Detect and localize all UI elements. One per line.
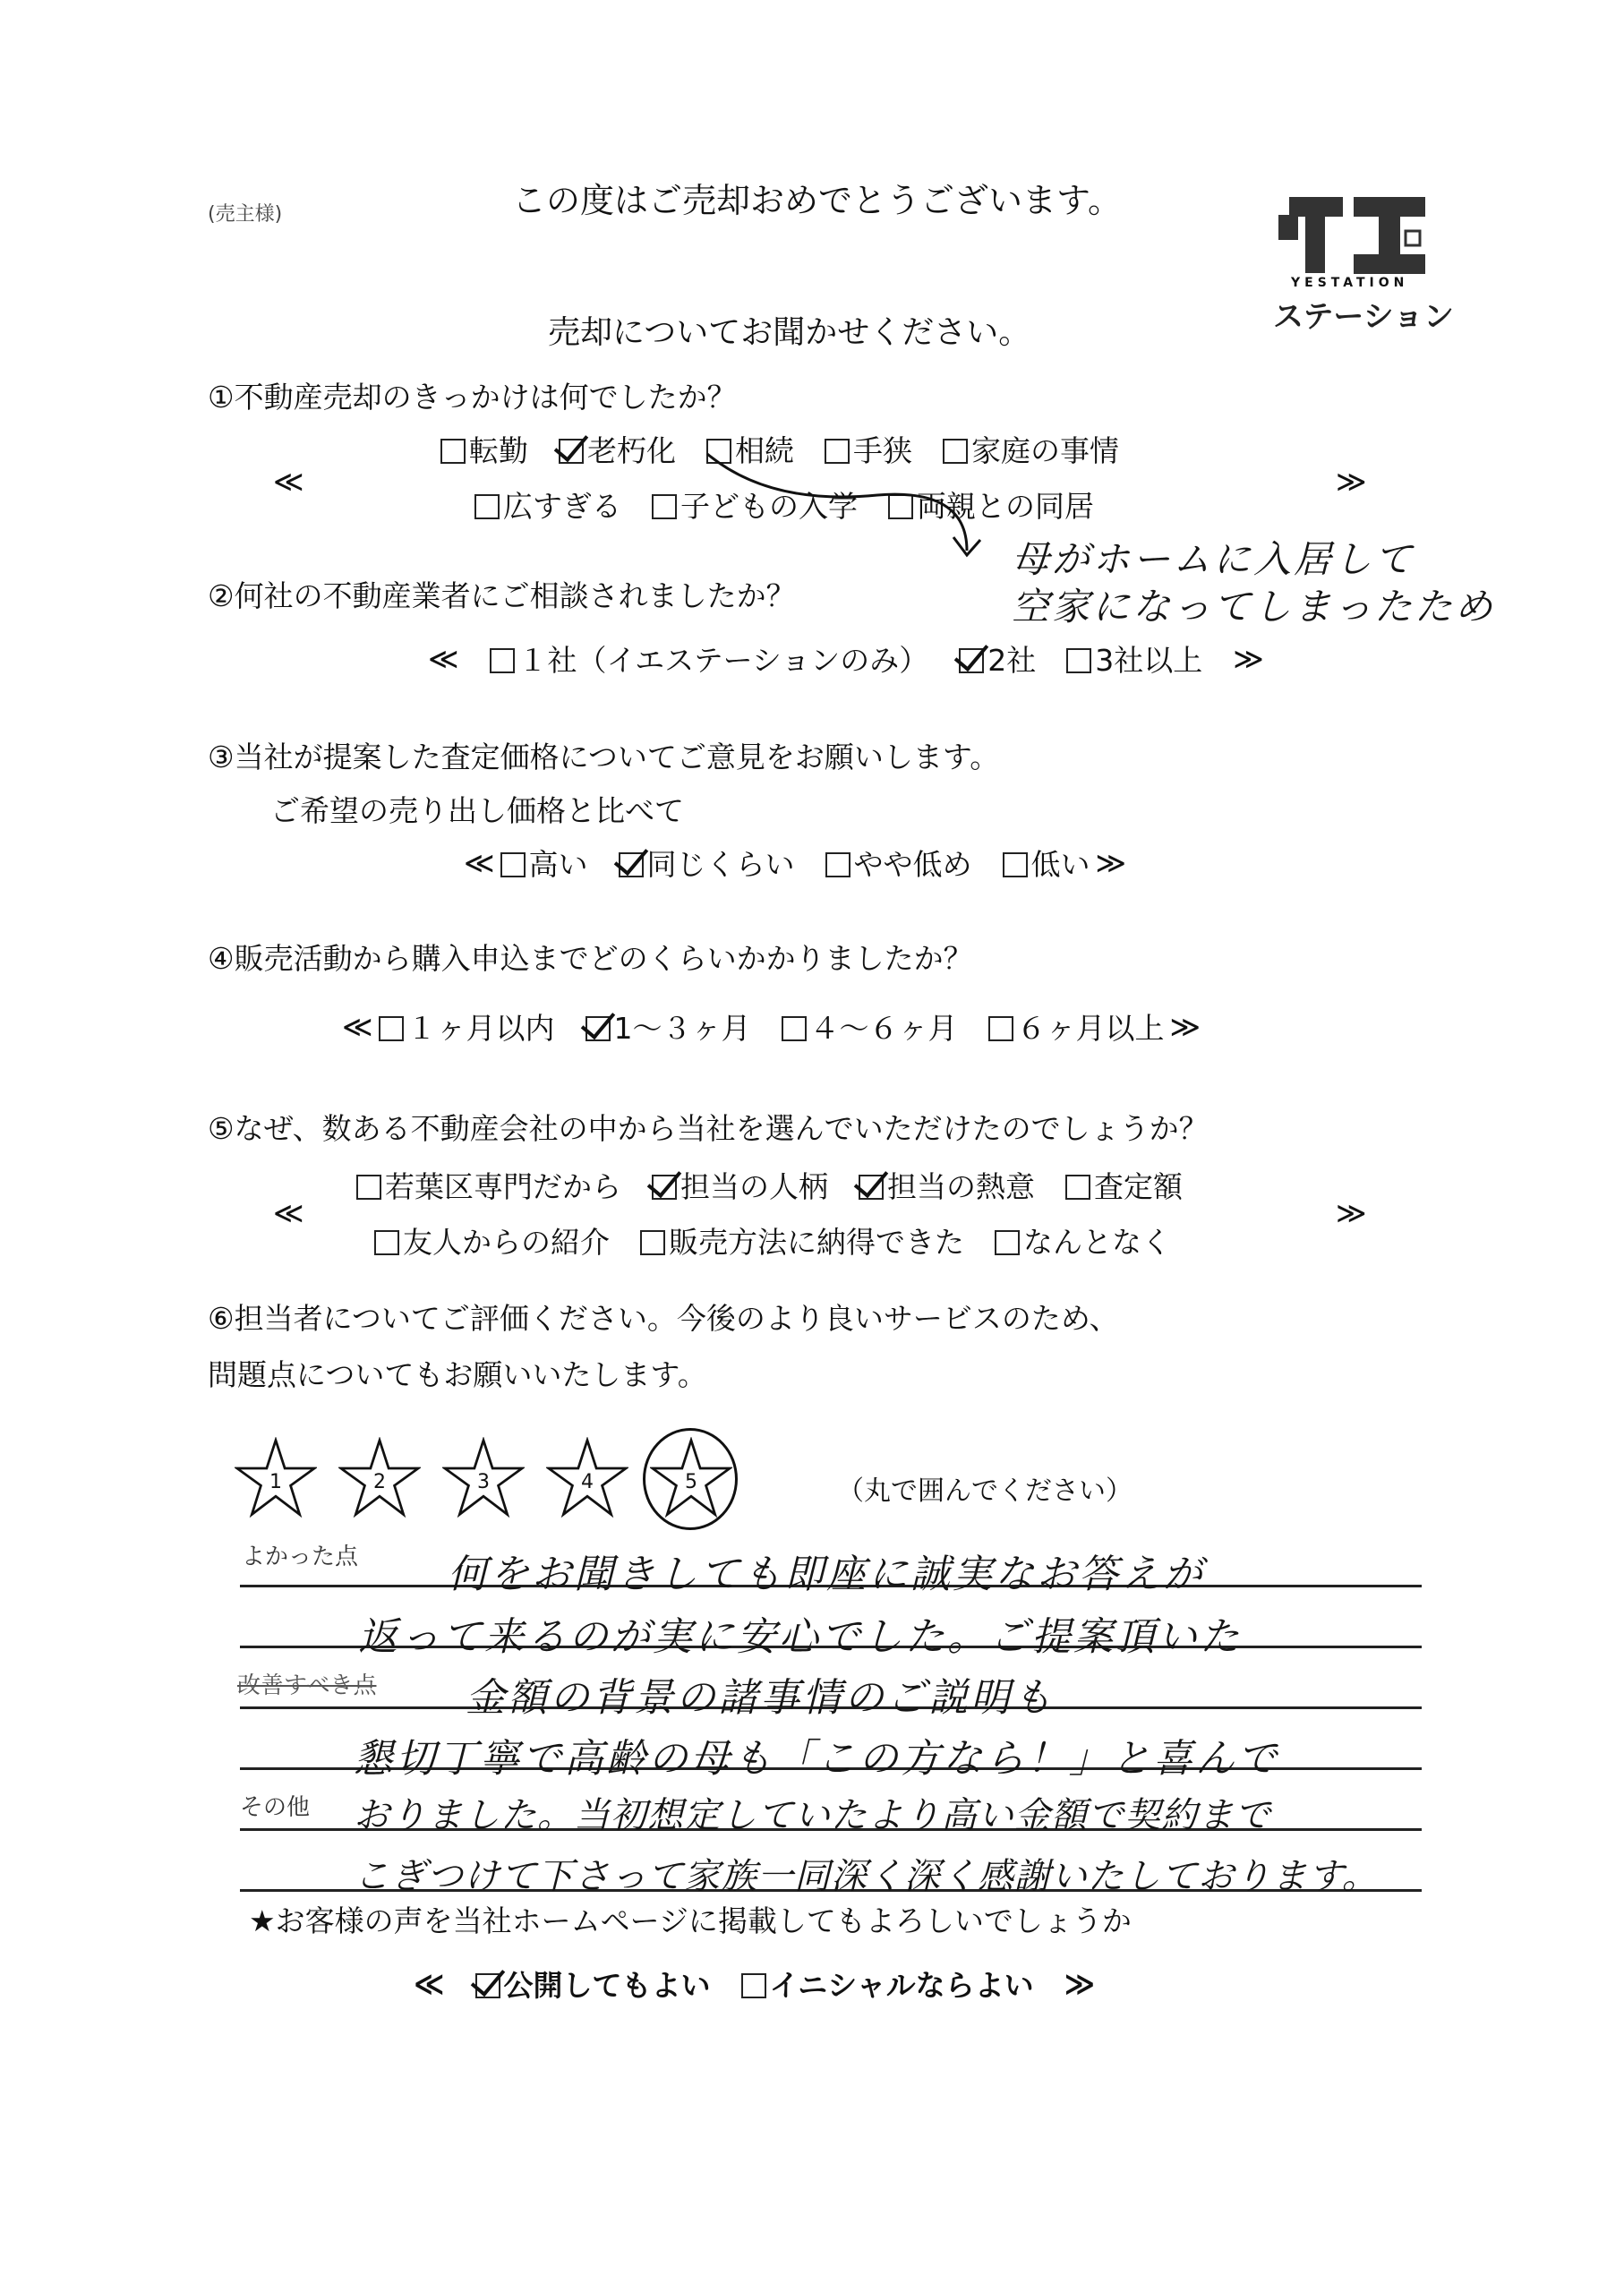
checkbox[interactable] <box>440 439 466 464</box>
checkbox[interactable] <box>500 852 526 877</box>
publish-right-bracket: ≫ <box>1064 1966 1096 2001</box>
label-other: その他 <box>240 1794 311 1821</box>
q1-right-bracket: ≫ <box>1336 464 1367 499</box>
checkbox[interactable] <box>825 852 850 877</box>
checkbox[interactable] <box>1066 648 1091 673</box>
star-number: 2 <box>373 1471 386 1493</box>
q1-question: ①不動産売却のきっかけは何でしたか？ <box>208 380 737 415</box>
handwritten-arrow <box>698 443 1003 569</box>
publish-option-initial[interactable]: イニシャルならよい <box>741 1963 1034 2005</box>
q1-option-nyugaku[interactable]: 子どもの入学 <box>652 483 858 526</box>
checkbox[interactable] <box>474 494 500 519</box>
section-subtitle: 売却についてお聞かせください。 <box>548 314 1031 351</box>
q5-option-hanbai[interactable]: 販売方法に納得できた <box>640 1219 964 1261</box>
star-number: 1 <box>269 1471 282 1493</box>
q4-left-bracket: ≪ <box>342 1009 373 1044</box>
q3-right-bracket: ≫ <box>1095 845 1127 880</box>
publish-options <box>414 1963 1125 2005</box>
checkbox-checked[interactable] <box>959 648 984 673</box>
logo-brand-small: YESTATION <box>1291 276 1409 290</box>
q1-left-bracket: ≪ <box>273 464 304 499</box>
q5-option-shokai[interactable]: 友人からの紹介 <box>374 1219 610 1261</box>
page-title: この度はご売却おめでとうございます。 <box>512 181 1122 220</box>
checkbox-checked[interactable] <box>859 1175 884 1200</box>
publish-left-bracket: ≪ <box>414 1966 445 2001</box>
q6-question-line1: ⑥担当者についてご評価ください。今後のより良いサービスのため、 <box>208 1301 1119 1336</box>
yestation-logo <box>1271 188 1454 367</box>
q1-option-hirosugiru[interactable]: 広すぎる <box>474 483 621 526</box>
label-good-points: よかった点 <box>242 1544 359 1570</box>
checkbox[interactable] <box>490 648 515 673</box>
rating-stars <box>235 1437 732 1519</box>
rating-star-4[interactable] <box>546 1437 628 1519</box>
q4-right-bracket: ≫ <box>1169 1009 1201 1044</box>
checkbox[interactable] <box>640 1230 665 1255</box>
q4-options <box>342 1005 1231 1048</box>
q2-option-3sha[interactable]: 3社以上 <box>1066 637 1202 680</box>
q5-left-bracket: ≪ <box>273 1195 304 1230</box>
q2-right-bracket: ≫ <box>1233 641 1264 676</box>
comment-line-1: 何をお聞きしても即座に誠実なお答えが <box>448 1552 1205 1597</box>
q1-option-sozoku[interactable]: 相続 <box>706 428 794 470</box>
q4-option-1month[interactable]: １ヶ月以内 <box>379 1005 555 1048</box>
rating-star-1[interactable] <box>235 1437 317 1519</box>
q2-left-bracket: ≪ <box>428 641 459 676</box>
q5-option-satei[interactable]: 査定額 <box>1065 1164 1183 1206</box>
q1-handwritten-line2: 空家になってしまったため <box>1012 585 1496 629</box>
checkbox[interactable] <box>782 1016 807 1041</box>
q3-sub: ご希望の売り出し価格と比べて <box>270 793 684 828</box>
checkbox[interactable] <box>374 1230 399 1255</box>
publish-question: ★お客様の声を当社ホームページに掲載してもよろしいでしょうか <box>249 1903 1132 1938</box>
checkbox[interactable] <box>652 494 677 519</box>
comment-line-3: 金額の背景の諸事情のご説明も <box>466 1675 1055 1721</box>
q5-option-hitogara[interactable]: 担当の人柄 <box>652 1164 828 1206</box>
checkbox[interactable] <box>1065 1175 1090 1200</box>
checkbox[interactable] <box>988 1016 1013 1041</box>
checkbox-checked[interactable] <box>559 439 584 464</box>
logo-brand-kana: ステーション <box>1273 299 1454 335</box>
q5-option-wakaba[interactable]: 若葉区専門だから <box>356 1164 621 1206</box>
rating-note: （丸で囲んでください） <box>837 1475 1133 1507</box>
comment-line-2: 返って来るのが実に安心でした。ご提案頂いた <box>358 1614 1242 1660</box>
star-number: 3 <box>477 1471 490 1493</box>
q1-option-tesema[interactable]: 手狭 <box>825 428 912 470</box>
checkbox-checked[interactable] <box>475 1973 500 1998</box>
checkbox[interactable] <box>1003 852 1028 877</box>
q2-options <box>428 637 1295 680</box>
q3-question: ③当社が提案した査定価格についてご意見をお願いします。 <box>208 740 1000 774</box>
q3-option-yayahikume[interactable]: やや低め <box>825 842 972 884</box>
comment-line-4: 懇切丁寧で高齢の母も「この方なら！」と喜んで <box>354 1736 1279 1782</box>
q3-option-hikui[interactable]: 低い <box>1003 842 1090 884</box>
comment-line-6: こぎつけて下さって家族一同深く深く感謝いたしております。 <box>354 1856 1379 1897</box>
q4-option-1to3[interactable]: 1～３ヶ月 <box>585 1005 751 1048</box>
checkbox[interactable] <box>995 1230 1020 1255</box>
checkbox[interactable] <box>379 1016 404 1041</box>
q2-option-2sha[interactable]: 2社 <box>959 637 1036 680</box>
q5-options-row1 <box>356 1164 1213 1206</box>
comment-line-5: おりました。当初想定していたより高い金額で契約まで <box>354 1795 1271 1836</box>
q4-option-6plus[interactable]: ６ヶ月以上 <box>988 1005 1165 1048</box>
q5-right-bracket: ≫ <box>1336 1195 1367 1230</box>
star-number: 5 <box>685 1471 697 1493</box>
q2-option-1sha[interactable]: １社（イエステーションのみ） <box>490 637 929 680</box>
q1-handwritten-line1: 母がホームに入居して <box>1012 537 1415 581</box>
q4-question: ④販売活動から購入申込までどのくらいかかりましたか？ <box>208 941 973 976</box>
checkbox-checked[interactable] <box>585 1016 611 1041</box>
rating-star-3[interactable] <box>442 1437 525 1519</box>
q1-option-katei[interactable]: 家庭の事情 <box>943 428 1119 470</box>
star-number: 4 <box>581 1471 594 1493</box>
q3-left-bracket: ≪ <box>464 845 495 880</box>
q6-question-line2: 問題点についてもお願いいたします。 <box>208 1357 707 1392</box>
publish-option-public[interactable]: 公開してもよい <box>475 1963 711 2005</box>
q3-option-onaji[interactable]: 同じくらい <box>619 842 795 884</box>
seller-label: (売主様) <box>208 203 283 226</box>
q1-option-dokyo[interactable]: 両親との同居 <box>888 483 1094 526</box>
q3-option-takai[interactable]: 高い <box>500 842 588 884</box>
q5-options-row2 <box>374 1219 1201 1261</box>
q2-question: ②何社の不動産業者にご相談されましたか？ <box>208 578 796 613</box>
q1-option-rokyuka[interactable]: 老朽化 <box>559 428 676 470</box>
q4-option-4to6[interactable]: ４～６ヶ月 <box>782 1005 958 1048</box>
q5-option-nantonaku[interactable]: なんとなく <box>995 1219 1171 1261</box>
q5-option-netsui[interactable]: 担当の熱意 <box>859 1164 1035 1206</box>
checkbox-checked[interactable] <box>652 1175 677 1200</box>
q1-option-tenkin[interactable]: 転勤 <box>440 428 528 470</box>
q5-question: ⑤なぜ、数ある不動産会社の中から当社を選んでいただけたのでしょうか？ <box>208 1111 1209 1146</box>
q3-options <box>464 842 1157 884</box>
checkbox[interactable] <box>741 1973 766 1998</box>
checkbox[interactable] <box>356 1175 381 1200</box>
checkbox-checked[interactable] <box>619 852 644 877</box>
label-improve-points: 改善すべき点 <box>237 1672 377 1699</box>
rating-star-2[interactable] <box>338 1437 421 1519</box>
rating-star-5-selected[interactable] <box>650 1437 732 1519</box>
